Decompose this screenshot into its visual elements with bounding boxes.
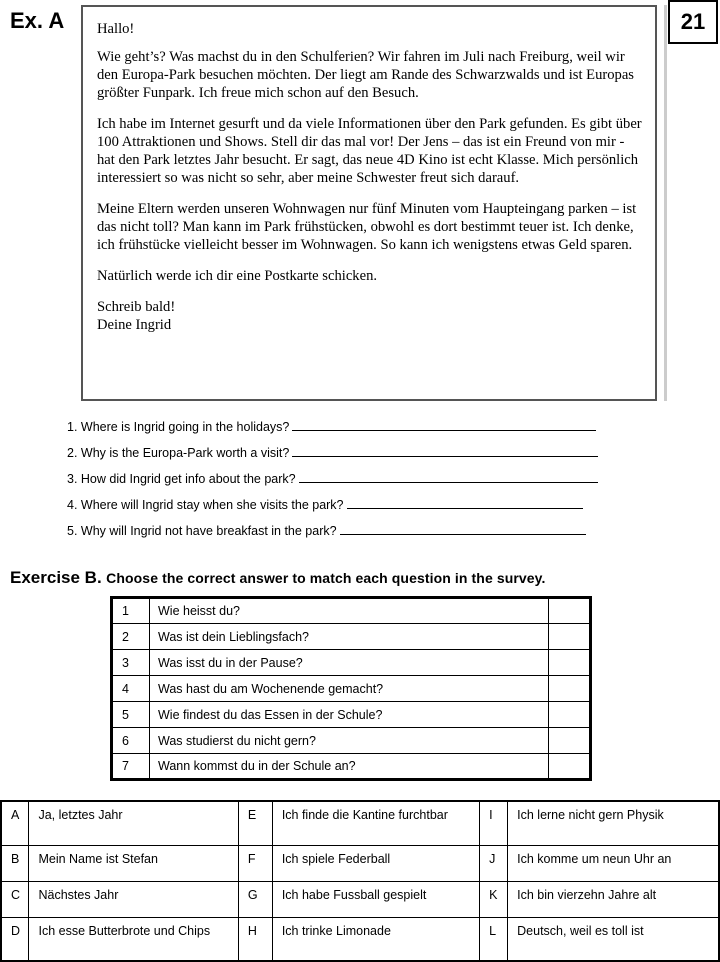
page-number: 21 bbox=[668, 0, 718, 44]
survey-question: Was isst du in der Pause? bbox=[150, 650, 549, 676]
table-row bbox=[112, 702, 591, 728]
survey-number: 7 bbox=[112, 754, 150, 780]
letter-paragraph: Meine Eltern werden unseren Wohnwagen nur fünf Minuten vom Haupteingang parken – ist das nicht toll? Man kann im Park frühstücken, obwohl es dort bestimmt teuer ist. Ich denke, ich frühstücke vielleicht besser im Wohnwagen. So kann ich wenigstens etwas Geld sparen. bbox=[97, 201, 637, 253]
survey-question: Was hast du am Wochenende gemacht? bbox=[150, 676, 549, 702]
exercise-a-title: Ex. A bbox=[10, 8, 65, 33]
table-row bbox=[1, 881, 719, 917]
question-text: 4. Where will Ingrid stay when she visits the park? bbox=[67, 498, 344, 512]
option-letter: J bbox=[480, 845, 508, 881]
survey-answer-cell[interactable] bbox=[549, 598, 591, 624]
survey-number: 3 bbox=[112, 650, 150, 676]
question-text: 3. How did Ingrid get info about the park? bbox=[67, 472, 296, 486]
survey-answer-cell[interactable] bbox=[549, 676, 591, 702]
option-text: Nächstes Jahr bbox=[29, 881, 238, 917]
option-letter: D bbox=[1, 917, 29, 961]
question-text: 2. Why is the Europa-Park worth a visit? bbox=[67, 446, 290, 460]
survey-number: 4 bbox=[112, 676, 150, 702]
option-text: Ich komme um neun Uhr an bbox=[508, 845, 719, 881]
survey-number: 6 bbox=[112, 728, 150, 754]
option-letter: I bbox=[480, 801, 508, 845]
question-text: 1. Where is Ingrid going in the holidays? bbox=[67, 420, 290, 434]
option-letter: H bbox=[238, 917, 272, 961]
table-row bbox=[1, 845, 719, 881]
exercise-b-header bbox=[10, 568, 546, 588]
option-letter: C bbox=[1, 881, 29, 917]
question-4 bbox=[67, 492, 598, 518]
survey-question: Wie findest du das Essen in der Schule? bbox=[150, 702, 549, 728]
option-letter: A bbox=[1, 801, 29, 845]
survey-question: Wie heisst du? bbox=[150, 598, 549, 624]
option-text: Ich finde die Kantine furchtbar bbox=[272, 801, 479, 845]
table-row bbox=[112, 728, 591, 754]
option-text: Deutsch, weil es toll ist bbox=[508, 917, 719, 961]
table-row bbox=[112, 754, 591, 780]
survey-answer-cell[interactable] bbox=[549, 754, 591, 780]
survey-answer-cell[interactable] bbox=[549, 650, 591, 676]
exercise-b-title: Exercise B. bbox=[10, 568, 102, 587]
letter-paragraph: Wie geht’s? Was machst du in den Schulferien? Wir fahren im Juli nach Freiburg, weil wir den Europa-Park besuchen möchten. Der liegt am Rande des Schwarzwalds und ist Europas größter Funpark. Ich freue mich schon auf den Besuch. bbox=[97, 49, 634, 101]
option-text: Mein Name ist Stefan bbox=[29, 845, 238, 881]
answer-line[interactable] bbox=[292, 416, 596, 431]
survey-answer-cell[interactable] bbox=[549, 702, 591, 728]
option-text: Ich habe Fussball gespielt bbox=[272, 881, 479, 917]
letter-paragraph: Natürlich werde ich dir eine Postkarte schicken. bbox=[97, 268, 378, 284]
survey-number: 1 bbox=[112, 598, 150, 624]
option-text: Ich bin vierzehn Jahre alt bbox=[508, 881, 719, 917]
answer-line[interactable] bbox=[292, 442, 598, 457]
question-text: 5. Why will Ingrid not have breakfast in the park? bbox=[67, 524, 337, 538]
option-text: Ich lerne nicht gern Physik bbox=[508, 801, 719, 845]
survey-answer-cell[interactable] bbox=[549, 728, 591, 754]
answer-line[interactable] bbox=[340, 520, 586, 535]
comprehension-questions bbox=[67, 414, 598, 544]
table-row bbox=[1, 917, 719, 961]
letter-frame-shadow bbox=[664, 5, 667, 401]
letter-paragraph: Ich habe im Internet gesurft und da viele Informationen über den Park gefunden. Es gibt über 100 Attraktionen und Shows. Stell dir das mal vor! Der Jens – das ist ein Freund von mir - hat den Park letztes Jahr besucht. Er sagt, das neue 4D Kino ist echt Klasse. Mich persönlich interessiert so was nicht so sehr, aber meine Schwester freut sich darauf. bbox=[97, 116, 642, 186]
option-letter: F bbox=[238, 845, 272, 881]
answer-line[interactable] bbox=[347, 494, 583, 509]
option-text: Ich esse Butterbrote und Chips bbox=[29, 917, 238, 961]
exercise-b-instruction: Choose the correct answer to match each question in the survey. bbox=[106, 570, 546, 586]
survey-question: Was ist dein Lieblingsfach? bbox=[150, 624, 549, 650]
question-3 bbox=[67, 466, 598, 492]
option-letter: B bbox=[1, 845, 29, 881]
survey-table bbox=[110, 596, 592, 781]
table-row bbox=[112, 676, 591, 702]
question-2 bbox=[67, 440, 598, 466]
table-row bbox=[112, 624, 591, 650]
option-text: Ja, letztes Jahr bbox=[29, 801, 238, 845]
option-text: Ich trinke Limonade bbox=[272, 917, 479, 961]
letter-greeting: Hallo! bbox=[97, 21, 135, 37]
letter-closing: Schreib bald! bbox=[97, 299, 176, 315]
letter-text bbox=[97, 20, 642, 334]
survey-question: Was studierst du nicht gern? bbox=[150, 728, 549, 754]
table-row bbox=[112, 650, 591, 676]
survey-answer-cell[interactable] bbox=[549, 624, 591, 650]
table-row bbox=[112, 598, 591, 624]
survey-number: 5 bbox=[112, 702, 150, 728]
answer-options-table bbox=[0, 800, 720, 962]
letter-signature: Deine Ingrid bbox=[97, 317, 172, 333]
answer-line[interactable] bbox=[299, 468, 598, 483]
option-letter: L bbox=[480, 917, 508, 961]
table-row bbox=[1, 801, 719, 845]
option-letter: G bbox=[238, 881, 272, 917]
survey-number: 2 bbox=[112, 624, 150, 650]
question-5 bbox=[67, 518, 598, 544]
question-1 bbox=[67, 414, 598, 440]
option-letter: E bbox=[238, 801, 272, 845]
option-letter: K bbox=[480, 881, 508, 917]
option-text: Ich spiele Federball bbox=[272, 845, 479, 881]
survey-question: Wann kommst du in der Schule an? bbox=[150, 754, 549, 780]
